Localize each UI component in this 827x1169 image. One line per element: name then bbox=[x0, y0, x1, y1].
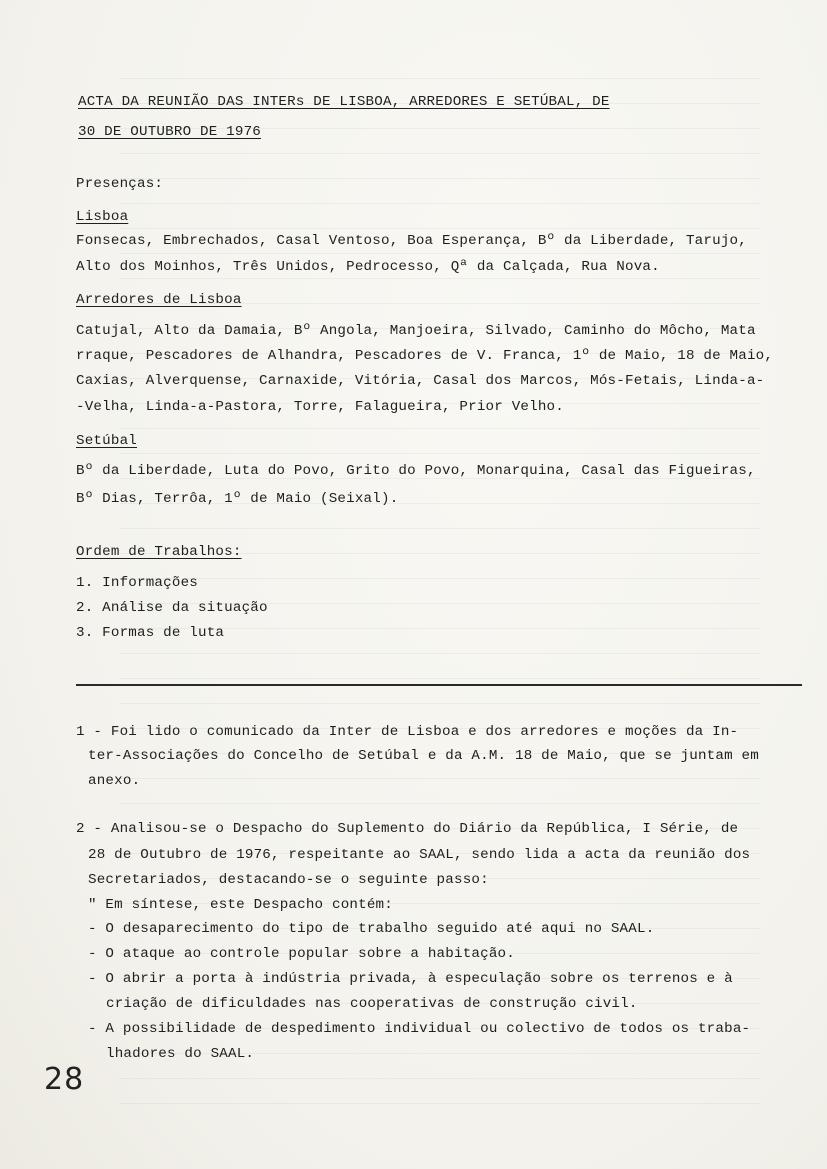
lisboa-line: Alto dos Moinhos, Três Unidos, Pedrocesso, Qª da Calçada, Rua Nova. bbox=[76, 259, 660, 275]
item2-bullet: - O ataque ao controle popular sobre a habitação. bbox=[88, 946, 515, 962]
agenda-item: 3. Formas de luta bbox=[76, 625, 225, 641]
lisboa-heading: Lisboa bbox=[76, 209, 129, 225]
arredores-line: rraque, Pescadores de Alhandra, Pescadores de V. Franca, 1º de Maio, 18 de Maio, bbox=[76, 348, 774, 364]
arredores-line: -Velha, Linda-a-Pastora, Torre, Falagueira, Prior Velho. bbox=[76, 399, 564, 415]
presences-label: Presenças: bbox=[76, 176, 164, 192]
item1-line: 1 - Foi lido o comunicado da Inter de Lisboa e dos arredores e moções da In- bbox=[76, 724, 739, 740]
item2-quote-line: " Em síntese, este Despacho contém: bbox=[88, 897, 393, 913]
agenda-item: 1. Informações bbox=[76, 575, 198, 591]
item2-bullet-continued: lhadores do SAAL. bbox=[106, 1046, 255, 1062]
item1-line: ter-Associações do Concelho de Setúbal e da A.M. 18 de Maio, que se juntam em bbox=[88, 748, 759, 764]
item1-line: anexo. bbox=[88, 773, 141, 789]
item2-bullet: - O abrir a porta à indústria privada, à especulação sobre os terrenos e à bbox=[88, 971, 733, 987]
item2-bullet-continued: criação de dificuldades nas cooperativas de construção civil. bbox=[106, 996, 638, 1012]
document-title-line-1: ACTA DA REUNIÃO DAS INTERs DE LISBOA, ARREDORES E SETÚBAL, DE bbox=[78, 94, 610, 110]
arredores-heading: Arredores de Lisboa bbox=[76, 292, 242, 308]
item2-line: Secretariados, destacando-se o seguinte passo: bbox=[88, 872, 489, 888]
arredores-line: Catujal, Alto da Damaia, Bº Angola, Manjoeira, Silvado, Caminho do Môcho, Mata bbox=[76, 323, 756, 339]
setubal-heading: Setúbal bbox=[76, 433, 137, 449]
lisboa-line: Fonsecas, Embrechados, Casal Ventoso, Boa Esperança, Bº da Liberdade, Tarujo, bbox=[76, 233, 747, 249]
item2-line: 2 - Analisou-se o Despacho do Suplemento do Diário da República, I Série, de bbox=[76, 821, 739, 837]
item2-bullet: - A possibilidade de despedimento individual ou colectivo de todos os traba- bbox=[88, 1021, 751, 1037]
setubal-line: Bº da Liberdade, Luta do Povo, Grito do Povo, Monarquina, Casal das Figueiras, bbox=[76, 463, 756, 479]
agenda-item: 2. Análise da situação bbox=[76, 600, 268, 616]
item2-line: 28 de Outubro de 1976, respeitante ao SAAL, sendo lida a acta da reunião dos bbox=[88, 847, 751, 863]
page-number: 28 bbox=[44, 1062, 85, 1097]
agenda-heading: Ordem de Trabalhos: bbox=[76, 544, 242, 560]
setubal-line: Bº Dias, Terrôa, 1º de Maio (Seixal). bbox=[76, 491, 399, 507]
item2-bullet: - O desaparecimento do tipo de trabalho seguido até aqui no SAAL. bbox=[88, 921, 655, 937]
document-title-line-2: 30 DE OUTUBRO DE 1976 bbox=[78, 124, 261, 140]
section-divider bbox=[76, 684, 802, 686]
arredores-line: Caxias, Alverquense, Carnaxide, Vitória, Casal dos Marcos, Mós-Fetais, Linda-a- bbox=[76, 373, 765, 389]
